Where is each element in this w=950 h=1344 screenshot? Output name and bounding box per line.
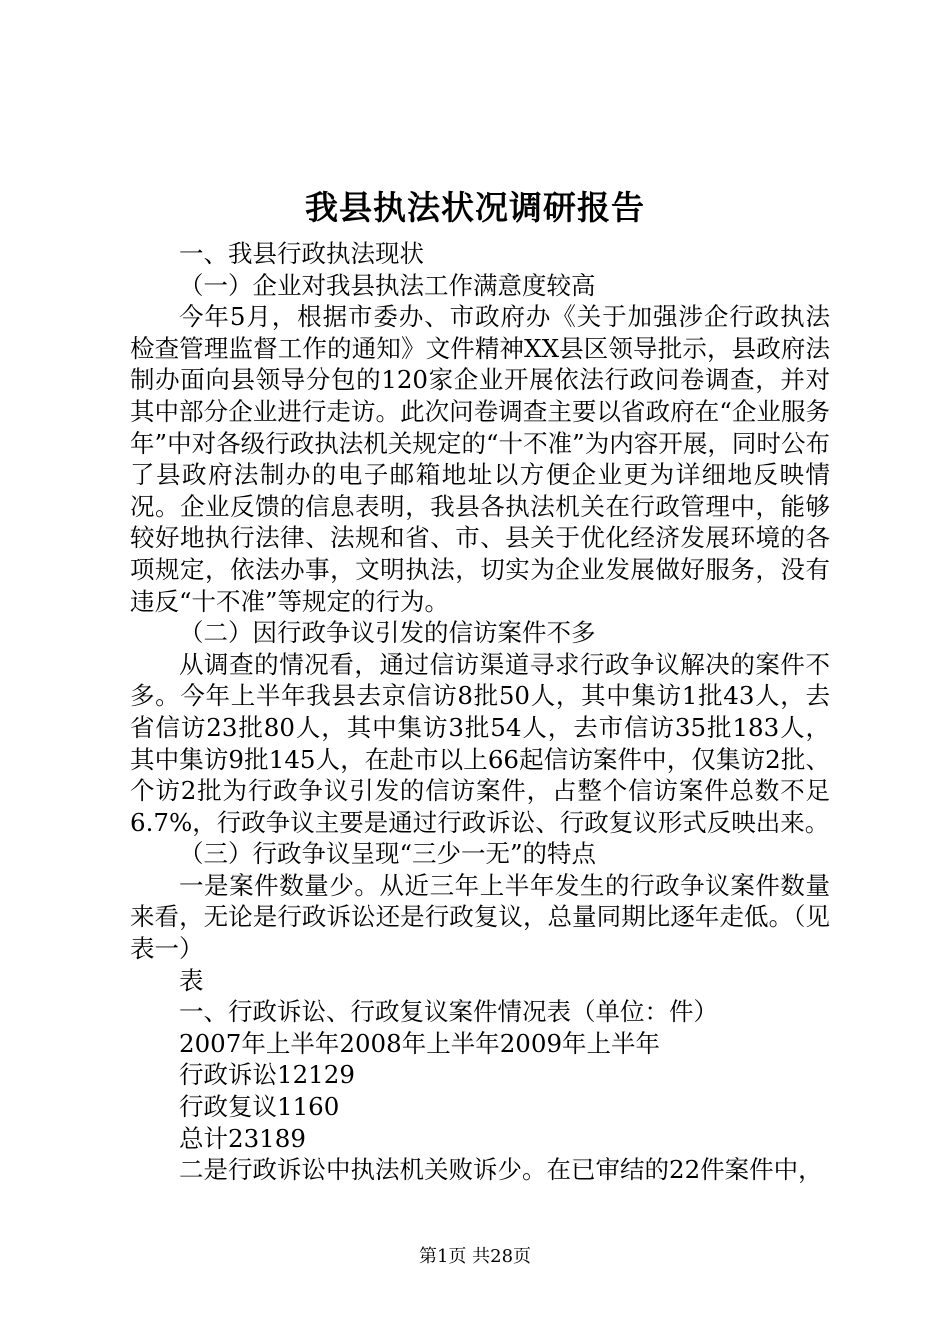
document-body <box>130 238 830 1186</box>
body-paragraph: 今年5月，根据市委办、市政府办《关于加强涉企行政执法检查管理监督工作的通知》文件精神XX县区领导批示，县政府法制办面向县领导分包的120家企业开展依法行政问卷调查，并对其中部分企业进行走访。此次问卷调查主要以省政府在“企业服务年”中对各级行政执法机关规定的“十不准”为内容开展，同时公布了县政府法制办的电子邮箱地址以方便企业更为详细地反映情况。企业反馈的信息表明，我县各执法机关在行政管理中，能够较好地执行法律、法规和省、市、县关于优化经济发展环境的各项规定，依法办事，文明执法，切实为企业发展做好服务，没有违反“十不准”等规定的行为。 <box>130 302 830 616</box>
table-label: 表 <box>179 965 204 995</box>
table-caption: 一、行政诉讼、行政复议案件情况表（单位：件） <box>179 997 718 1027</box>
subsection-heading: （一）企业对我县执法工作满意度较高 <box>179 270 596 300</box>
body-paragraph: 一是案件数量少。从近三年上半年发生的行政争议案件数量来看，无论是行政诉讼还是行政复议，总量同期比逐年走低。（见表一） <box>130 870 830 964</box>
page-footer: 第1页 共28页 <box>418 1246 532 1267</box>
body-paragraph: 二是行政诉讼中执法机关败诉少。在已审结的22件案件中， <box>179 1155 823 1185</box>
subsection-heading: （二）因行政争议引发的信访案件不多 <box>179 618 596 648</box>
table-row-line: 行政复议1160 <box>179 1092 340 1122</box>
section-heading: 一、我县行政执法现状 <box>179 239 424 268</box>
table-header-line: 2007年上半年2008年上半年2009年上半年 <box>179 1028 661 1058</box>
subsection-heading: （三）行政争议呈现“三少一无”的特点 <box>179 839 597 869</box>
body-paragraph: 从调查的情况看，通过信访渠道寻求行政争议解决的案件不多。今年上半年我县去京信访8批50人，其中集访1批43人，去省信访23批80人，其中集访3批54人，去市信访35批183人，其中集访9批145人，在赴市以上66起信访案件中，仅集访2批、个访2批为行政争议引发的信访案件，占整个信访案件总数不足6.7%，行政争议主要是通过行政诉讼、行政复议形式反映出来。 <box>130 649 830 837</box>
table-row-line: 总计23189 <box>179 1123 306 1153</box>
document-title: 我县执法状况调研报告 <box>305 188 645 227</box>
table-row-line: 行政诉讼12129 <box>179 1060 355 1090</box>
